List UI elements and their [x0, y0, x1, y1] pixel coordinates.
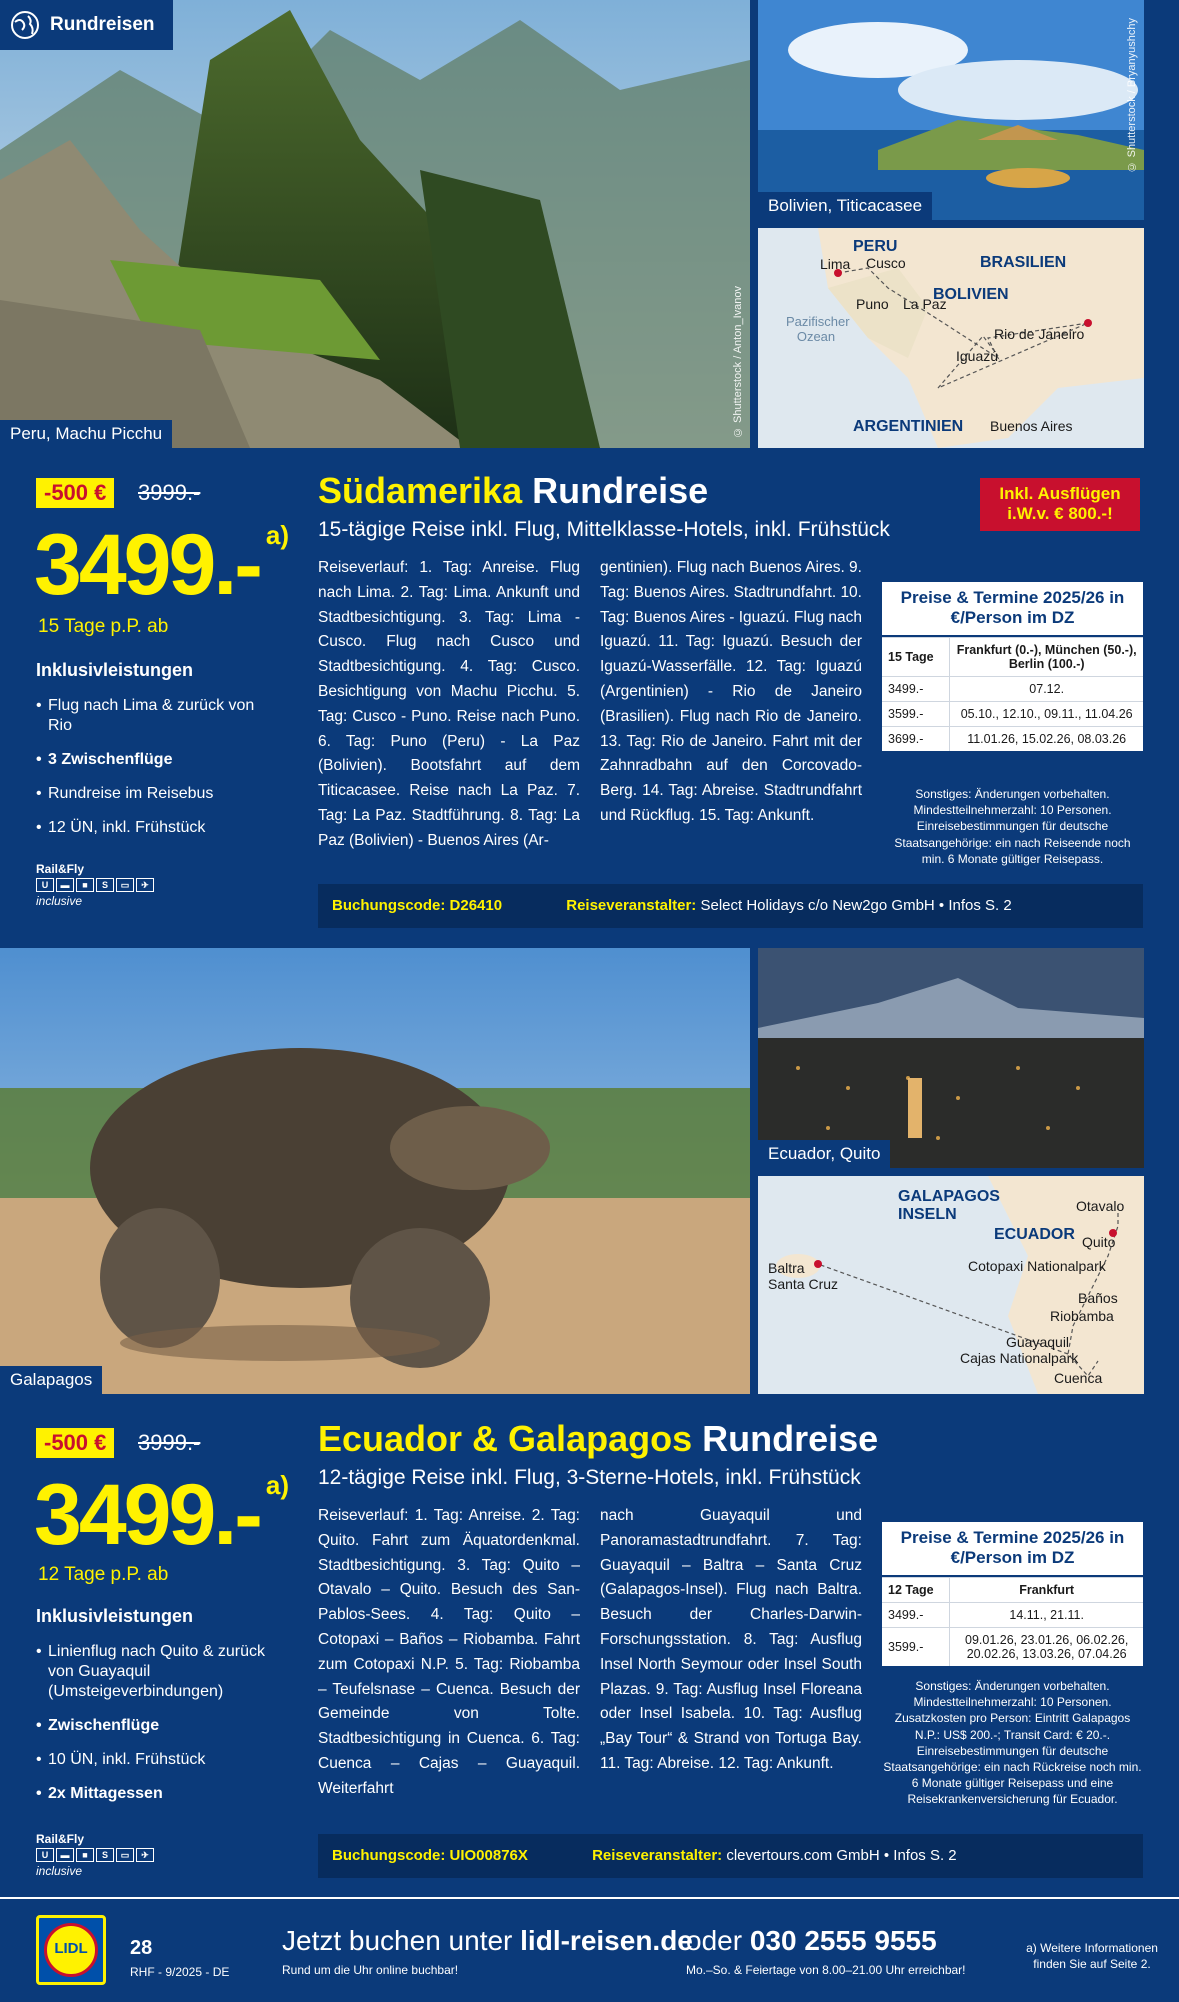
table-cell: 09.01.26, 23.01.26, 06.02.26, 20.02.26, 13.03.26, 07.04.26 — [950, 1627, 1143, 1666]
sbahn-icon: S — [96, 878, 114, 892]
itinerary-column-2: nach Guayaquil und Panoramastadtrundfahrt. 7. Tag: Guayaquil – Baltra – Santa Cruz (Galapagos-Insel). Flug nach Baltra. Besuch der Charles-Darwin-Forschungsstation. 8. Tag: Ausflug Insel North Seymour oder Insel South Plazas. 9. Tag: Ausflug Insel Floreana oder Insel Isabela. 10. Tag: Ausflug „Bay Tour“ & Strand von Tortuga Bay. 11. Tag: Abreise. 12. Tag: Ankunft. — [600, 1507, 862, 1772]
tram-icon: ▬ — [56, 878, 74, 892]
route-map-south-america — [758, 228, 1144, 448]
price-value: 3499.- — [34, 517, 260, 613]
bus-icon: ■ — [76, 1848, 94, 1862]
section-title: Rundreisen — [50, 14, 155, 35]
trip-title-rest: Rundreise — [532, 470, 709, 511]
price-footnote: a) — [265, 520, 289, 550]
rail-fly-badge — [36, 1832, 154, 1879]
globe-icon — [10, 10, 40, 40]
sbahn-icon: S — [96, 1848, 114, 1862]
inclusion-item: • Linienflug nach Quito & zurück von Guayaquil (Umsteigeverbindungen) — [36, 1642, 276, 1702]
footnote: a) Weitere Informationen finden Sie auf Seite 2. — [1026, 1941, 1158, 1971]
bus-icon: ■ — [76, 878, 94, 892]
cta — [282, 1925, 693, 1957]
trip-title-highlight: Südamerika — [318, 470, 523, 511]
plane-icon: ✈ — [136, 1848, 154, 1862]
inclusions-list — [36, 1642, 276, 1818]
trip-title — [318, 470, 708, 512]
train-icon: U — [36, 878, 54, 892]
operator-label: Reiseveranstalter: — [592, 1847, 723, 1864]
plane-icon: ✈ — [136, 878, 154, 892]
excursion-badge: Inkl. Ausflügen i.W.v. € 800.-! — [980, 478, 1140, 531]
table-cell: 11.01.26, 15.02.26, 08.03.26 — [950, 726, 1143, 751]
itinerary-column-1: Reiseverlauf: 1. Tag: Anreise. Flug nach Lima. 2. Tag: Lima. Ankunft und Stadtbesichtigung. 3. Tag: Lima - Cusco. Flug nach Cusco und Stadtbesichtigung. 4. Tag: Cusco. Besichtigung von Machu Picchu. 5. Tag: Cusco - Puno. Reise nach Puno. 6. Tag: Puno (Peru) - La Paz (Bolivien). Bootsfahrt auf dem Titicacasee. Reise nach La Paz. 7. Tag: La Paz. Stadtführung. 8. Tag: La Paz (Bolivien) - Buenos Aires (Ar- — [318, 559, 580, 849]
machu-picchu-photo — [0, 0, 750, 448]
price-value: 3499.- — [34, 1467, 260, 1563]
logo-text: LIDL — [54, 1940, 88, 1957]
photo-caption: Bolivien, Titicacasee — [758, 192, 932, 220]
inclusions-title: Inklusivleistungen — [36, 660, 194, 680]
map-city: Cotopaxi Nationalpark — [968, 1258, 1106, 1274]
map-label: BOLIVIEN — [933, 286, 1009, 303]
map-city: Riobamba — [1050, 1308, 1114, 1324]
rail-fly-badge — [36, 862, 154, 909]
trip-title-highlight: Ecuador & Galapagos — [318, 1418, 693, 1459]
photo-credit: © Shutterstock / Anton_Ivanov — [732, 285, 744, 438]
website-link[interactable]: lidl-reisen.de — [520, 1925, 693, 1956]
transport-icons — [36, 1848, 154, 1862]
footer — [0, 1897, 1179, 2002]
trip-title — [318, 1418, 878, 1460]
price-table — [882, 582, 1143, 751]
price-table — [882, 1522, 1143, 1666]
operator-name: clevertours.com GmbH • Infos S. 2 — [726, 1847, 957, 1864]
phone-prefix: oder — [686, 1925, 743, 1956]
booking-bar — [318, 1834, 1143, 1878]
booking-code: UIO00876X — [449, 1847, 528, 1864]
photo-caption: Ecuador, Quito — [758, 1140, 890, 1168]
page-number: 28 — [130, 1937, 153, 1959]
inclusion-item: • Rundreise im Reisebus — [36, 784, 276, 804]
rail-fly-sub: inclusive — [36, 894, 83, 909]
operator-name: Select Holidays c/o New2go GmbH • Infos S. 2 — [700, 897, 1012, 914]
table-cell: 07.12. — [950, 676, 1143, 701]
rail-fly-label: Rail&Fly — [36, 862, 85, 876]
trip-subtitle: 12-tägige Reise inkl. Flug, 3-Sterne-Hotels, inkl. Frühstück — [318, 1466, 861, 1489]
price-footnote: a) — [265, 1470, 289, 1500]
map-label: PERU — [853, 238, 898, 255]
cta-sub: Rund um die Uhr online buchbar! — [282, 1963, 459, 1977]
tram-icon: ▬ — [56, 1848, 74, 1862]
map-label: BRASILIEN — [980, 254, 1067, 271]
table-header: 12 Tage — [882, 1577, 950, 1602]
map-city: Baños — [1078, 1290, 1118, 1306]
price-per-person: 15 Tage p.P. ab — [38, 616, 169, 637]
map-city: Cusco — [866, 255, 906, 271]
map-city: Puno — [856, 296, 889, 312]
booking-label: Buchungscode: — [332, 897, 446, 914]
phone-sub: Mo.–So. & Feiertage von 8.00–21.00 Uhr erreichbar! — [686, 1963, 966, 1977]
phone-number[interactable]: 030 2555 9555 — [749, 1925, 937, 1956]
trip-subtitle: 15-tägige Reise inkl. Flug, Mittelklasse-Hotels, inkl. Frühstück — [318, 518, 890, 541]
photo-caption: Peru, Machu Picchu — [0, 420, 172, 448]
booking-code: D26410 — [449, 897, 503, 914]
map-label: GALAPAGOS INSELN — [898, 1188, 1000, 1223]
transport-icons — [36, 878, 154, 892]
inclusion-item: • 3 Zwischenflüge — [36, 750, 276, 770]
map-city: Baltra — [768, 1260, 805, 1276]
table-cell: 3599.- — [882, 1627, 950, 1666]
old-price: 3999.- — [138, 480, 201, 505]
inclusion-item: • 2x Mittagessen — [36, 1784, 276, 1804]
quito-photo — [758, 948, 1144, 1168]
photo-credit: © Shutterstock / Bryanyushchy — [1126, 18, 1138, 173]
rail-fly-label: Rail&Fly — [36, 1832, 85, 1846]
inclusions-title: Inklusivleistungen — [36, 1606, 194, 1626]
discount-badge: -500 € — [36, 1428, 114, 1458]
price-table-title: Preise & Termine 2025/26 in €/Person im DZ — [882, 1522, 1143, 1577]
map-sea-label: Pazifischer Ozean — [786, 314, 850, 344]
map-city: Rio de Janeiro — [994, 326, 1085, 342]
phone — [686, 1925, 937, 1957]
other-info: Sonstiges: Änderungen vorbehalten. Mindestteilnehmerzahl: 10 Personen. Zusatzkosten pro Person: Eintritt Galapagos N.P.: US$ 200.-; Transit Card: € 20.-. Einreisebestimmungen für deutsche Staatsangehörige: ein nach Rückreise noch min. 6 Monate gültiger Reisepass und eine Reisekrankenversicherung für Ecuador. — [883, 1679, 1142, 1807]
map-city: Cuenca — [1054, 1370, 1103, 1386]
table-header: Frankfurt (0.-), München (50.-), Berlin (100.-) — [950, 637, 1143, 676]
inclusion-item: • 10 ÜN, inkl. Frühstück — [36, 1750, 276, 1770]
ship-icon: ▭ — [116, 878, 134, 892]
table-cell: 3599.- — [882, 701, 950, 726]
titicaca-photo — [758, 0, 1144, 220]
map-city: Cajas Nationalpark — [960, 1350, 1079, 1366]
route-map-ecuador — [758, 1176, 1144, 1394]
inclusion-item: • Zwischenflüge — [36, 1716, 276, 1736]
rail-fly-sub: inclusive — [36, 1864, 83, 1879]
map-city: Quito — [1082, 1234, 1116, 1250]
itinerary-column-2: gentinien). Flug nach Buenos Aires. 9. Tag: Buenos Aires. Stadtrundfahrt. 10. Tag: Buenos Aires - Iguazú. Flug nach Iguazú. 11. Tag: Iguazú. Besuch der Iguazú-Wasserfälle. 12. Tag: Iguazú (Argentinien) - Rio de Janeiro (Brasilien). Flug nach Rio de Janeiro. 13. Tag: Rio de Janeiro. Fahrt mit der Zahnradbahn auf den Corcovado-Berg. 14. Tag: Abreise. Stadtrundfahrt und Rückflug. 15. Tag: Ankunft. — [600, 559, 862, 824]
map-city: La Paz — [903, 296, 947, 312]
map-city: Santa Cruz — [768, 1276, 839, 1292]
table-cell: 05.10., 12.10., 09.11., 11.04.26 — [950, 701, 1143, 726]
catalog-code: RHF - 9/2025 - DE — [130, 1965, 230, 1979]
price-per-person: 12 Tage p.P. ab — [38, 1564, 169, 1585]
booking-label: Buchungscode: — [332, 1847, 446, 1864]
map-city: Lima — [820, 256, 851, 272]
map-city: Guayaquil — [1006, 1334, 1070, 1350]
table-cell: 14.11., 21.11. — [950, 1602, 1143, 1627]
other-info: Sonstiges: Änderungen vorbehalten. Mindestteilnehmerzahl: 10 Personen. Einreisebestimmungen für deutsche Staatsangehörige: ein nach Reiseende noch min. 6 Monate gültiger Reisepass. — [894, 787, 1131, 866]
train-icon: U — [36, 1848, 54, 1862]
galapagos-photo — [0, 948, 750, 1394]
ship-icon: ▭ — [116, 1848, 134, 1862]
map-label: ECUADOR — [994, 1226, 1075, 1243]
table-cell: 3699.- — [882, 726, 950, 751]
booking-bar — [318, 884, 1143, 928]
photo-caption: Galapagos — [0, 1366, 102, 1394]
cta-text: Jetzt buchen unter — [282, 1925, 513, 1956]
section-header — [0, 0, 173, 50]
old-price: 3999.- — [138, 1430, 201, 1455]
table-header: Frankfurt — [950, 1577, 1143, 1602]
map-label: ARGENTINIEN — [853, 418, 964, 435]
table-header: 15 Tage — [882, 637, 950, 676]
itinerary-column-1: Reiseverlauf: 1. Tag: Anreise. 2. Tag: Quito. Fahrt zum Äquatordenkmal. Stadtbesichtigung. 3. Tag: Quito – Otavalo – Quito. Besuch des San-Pablos-Sees. 4. Tag: Quito – Cotopaxi – Baños – Riobamba. Fahrt zum Cotopaxi N.P. 5. Tag: Riobamba – Teufelsnase – Cuenca. Besuch der Gemeinde von Tolte. Stadtbesichtigung in Cuenca. 6. Tag: Cuenca – Cajas – Guayaquil. Weiterfahrt — [318, 1507, 580, 1797]
inclusion-item: • Flug nach Lima & zurück von Rio — [36, 696, 276, 736]
inclusion-item: • 12 ÜN, inkl. Frühstück — [36, 818, 276, 838]
table-cell: 3499.- — [882, 676, 950, 701]
inclusions-list — [36, 696, 276, 852]
table-cell: 3499.- — [882, 1602, 950, 1627]
map-city: Otavalo — [1076, 1198, 1125, 1214]
map-city: Iguazú — [956, 348, 999, 364]
operator-label: Reiseveranstalter: — [566, 897, 697, 914]
trip-title-rest: Rundreise — [702, 1418, 879, 1459]
lidl-logo — [36, 1915, 106, 1985]
price — [34, 1467, 289, 1563]
price — [34, 517, 289, 613]
price-table-title: Preise & Termine 2025/26 in €/Person im DZ — [882, 582, 1143, 637]
map-city: Buenos Aires — [990, 418, 1073, 434]
discount-badge: -500 € — [36, 478, 114, 508]
